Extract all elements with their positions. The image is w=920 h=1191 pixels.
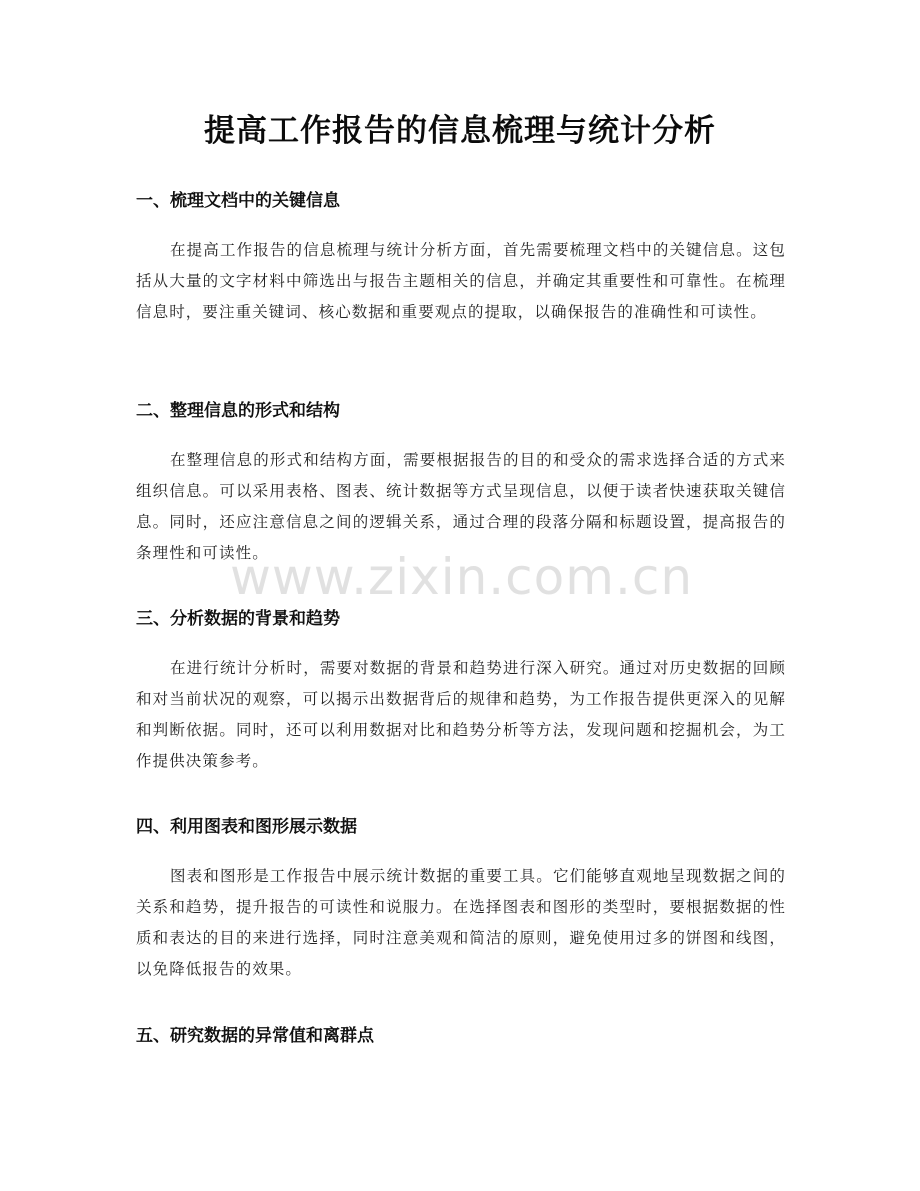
section-2 [136, 399, 786, 569]
section-heading: 五、研究数据的异常值和离群点 [136, 1026, 374, 1046]
section-heading: 二、整理信息的形式和结构 [136, 401, 340, 421]
section-4 [136, 815, 786, 985]
document-title: 提高工作报告的信息梳理与统计分析 [204, 113, 716, 149]
section-paragraph: 在提高工作报告的信息梳理与统计分析方面，首先需要梳理文档中的关键信息。这包括从大量的文字材料中筛选出与报告主题相关的信息，并确定其重要性和可靠性。在梳理信息时，要注重关键词、核心数据和重要观点的提取，以确保报告的准确性和可读性。 [136, 241, 786, 321]
section-paragraph: 图表和图形是工作报告中展示统计数据的重要工具。它们能够直观地呈现数据之间的关系和趋势，提升报告的可读性和说服力。在选择图表和图形的类型时，要根据数据的性质和表达的目的来进行选择，同时注意美观和简洁的原则，避免使用过多的饼图和线图，以免降低报告的效果。 [136, 867, 786, 978]
section-paragraph: 在进行统计分析时，需要对数据的背景和趋势进行深入研究。通过对历史数据的回顾和对当前状况的观察，可以揭示出数据背后的规律和趋势，为工作报告提供更深入的见解和判断依据。同时，还可以利用数据对比和趋势分析等方法，发现问题和挖掘机会，为工作提供决策参考。 [136, 659, 786, 770]
section-5 [136, 1024, 786, 1048]
section-heading: 一、梳理文档中的关键信息 [136, 191, 340, 211]
section-heading: 四、利用图表和图形展示数据 [136, 817, 357, 837]
section-3 [136, 607, 786, 777]
section-1 [136, 189, 786, 328]
section-paragraph: 在整理信息的形式和结构方面，需要根据报告的目的和受众的需求选择合适的方式来组织信息。可以采用表格、图表、统计数据等方式呈现信息，以便于读者快速获取关键信息。同时，还应注意信息之间的逻辑关系，通过合理的段落分隔和标题设置，提高报告的条理性和可读性。 [136, 451, 786, 562]
section-heading: 三、分析数据的背景和趋势 [136, 609, 340, 629]
watermark: www.zixin.com.cn [230, 548, 694, 606]
